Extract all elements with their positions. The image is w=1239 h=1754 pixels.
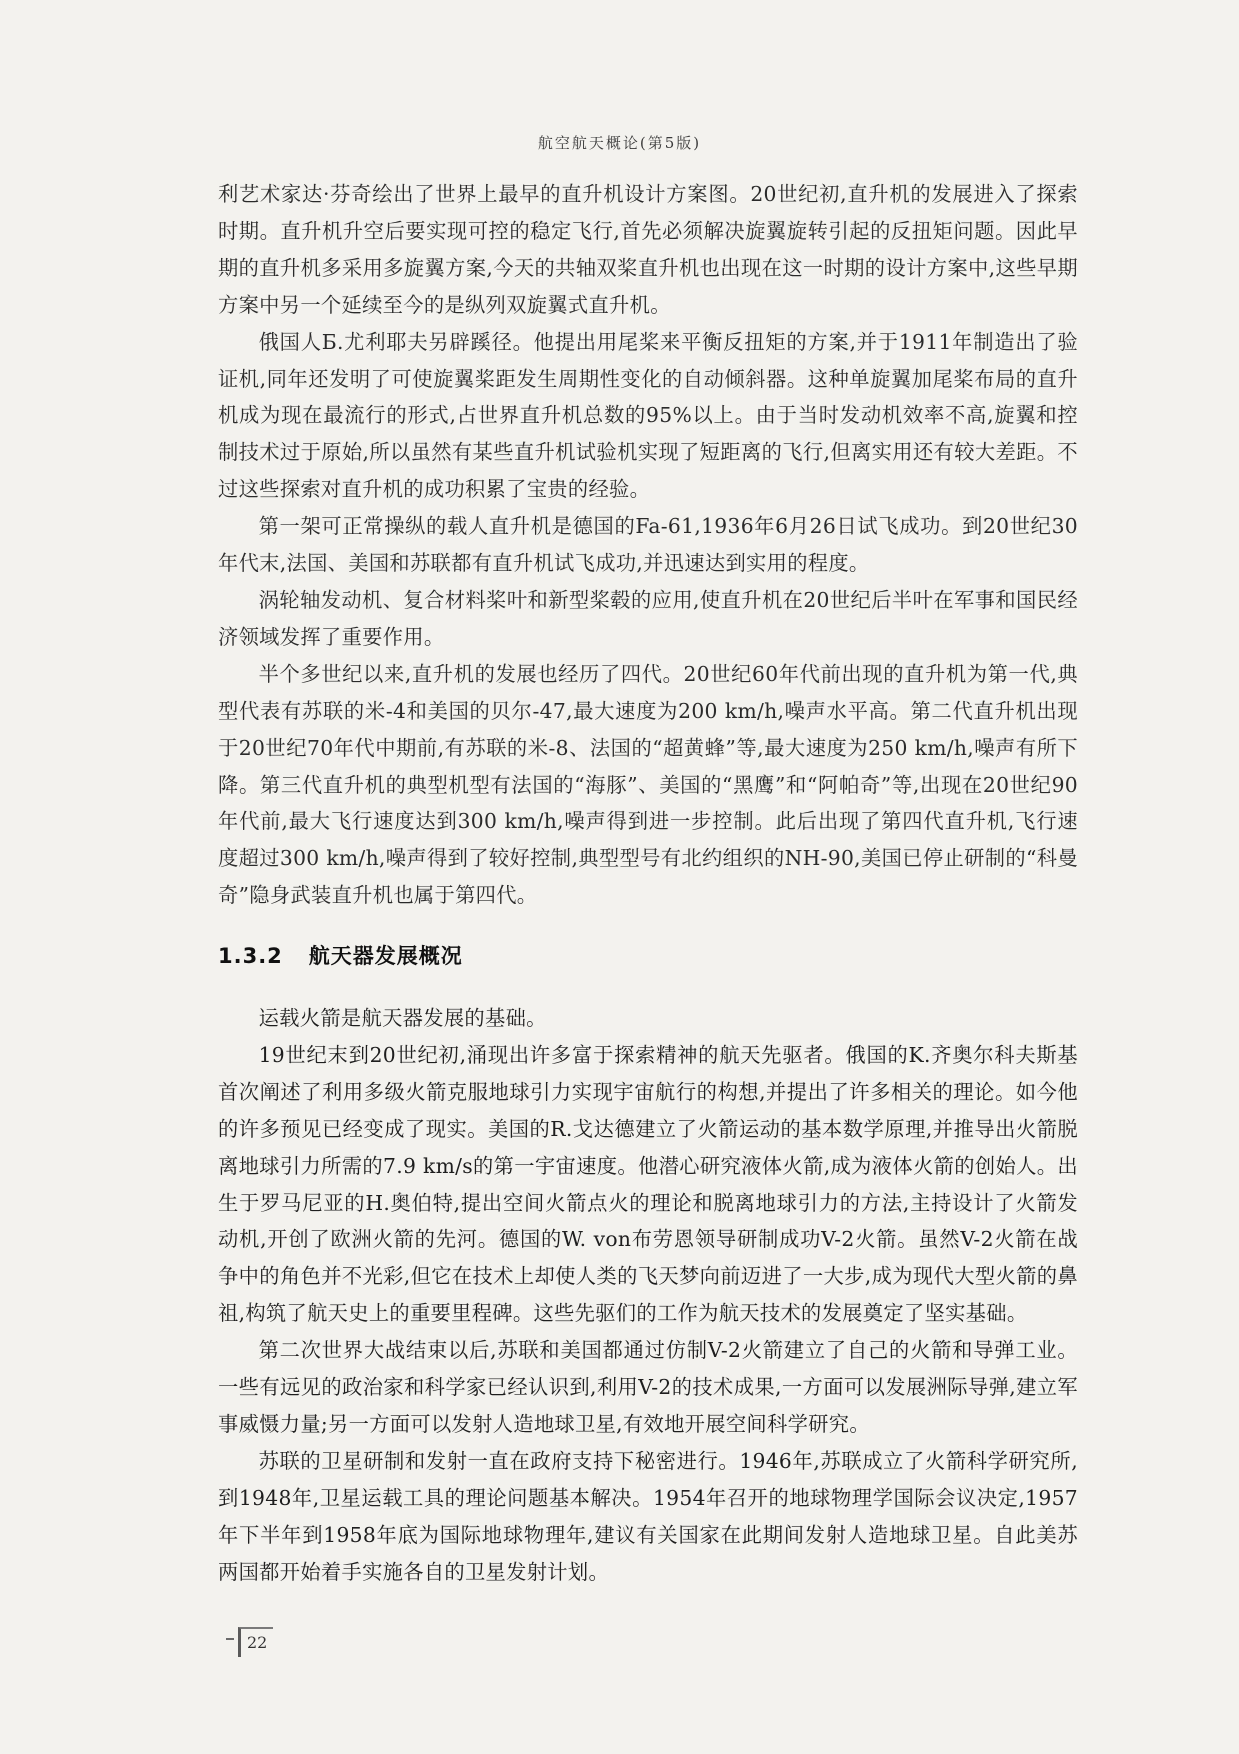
paragraph: 第二次世界大战结束以后,苏联和美国都通过仿制V-2火箭建立了自己的火箭和导弹工业。一些有远见的政治家和科学家已经认识到,利用V-2的技术成果,一方面可以发展洲际导弹,建立军事威慑力量;另一方面可以发射人造地球卫星,有效地开展空间科学研究。 <box>218 1338 1078 1436</box>
paragraph: 涡轮轴发动机、复合材料桨叶和新型桨毂的应用,使直升机在20世纪后半叶在军事和国民经济领域发挥了重要作用。 <box>218 587 1078 649</box>
paragraph: 利艺术家达·芬奇绘出了世界上最早的直升机设计方案图。20世纪初,直升机的发展进入了探索时期。直升机升空后要实现可控的稳定飞行,首先必须解决旋翼旋转引起的反扭矩问题。因此早期的直升机多采用多旋翼方案,今天的共轴双桨直升机也出现在这一时期的设计方案中,这些早期方案中另一个延续至今的是纵列双旋翼式直升机。 <box>218 182 1078 317</box>
paragraph: 苏联的卫星研制和发射一直在政府支持下秘密进行。1946年,苏联成立了火箭科学研究所,到1948年,卫星运载工具的理论问题基本解决。1954年召开的地球物理学国际会议决定,1957年下半年到1958年底为国际地球物理年,建议有关国家在此期间发射人造地球卫星。自此美苏两国都开始着手实施各自的卫星发射计划。 <box>218 1448 1078 1584</box>
paragraph: 运载火箭是航天器发展的基础。 <box>258 1006 547 1030</box>
page-number: 22 <box>238 1627 273 1657</box>
running-header: 航空航天概论(第5版) <box>537 134 702 152</box>
paragraph: 第一架可正常操纵的载人直升机是德国的Fa-61,1936年6月26日试飞成功。到20世纪30年代末,法国、美国和苏联都有直升机试飞成功,并迅速达到实用的程度。 <box>218 514 1078 576</box>
section-number: 1.3.2 <box>218 944 283 968</box>
section-heading <box>218 940 463 970</box>
page-number-tick <box>226 1638 234 1640</box>
paragraph: 半个多世纪以来,直升机的发展也经历了四代。20世纪60年代前出现的直升机为第一代,典型代表有苏联的米-4和美国的贝尔-47,最大速度为200 km/h,噪声水平高。第二代直升机出现于20世纪70年代中期前,有苏联的米-8、法国的“超黄蜂”等,最大速度为250 km/h,噪声有所下降。第三代直升机的典型机型有法国的“海豚”、美国的“黑鹰”和“阿帕奇”等,出现在20世纪90年代前,最大飞行速度达到300 km/h,噪声得到进一步控制。此后出现了第四代直升机,飞行速度超过300 km/h,噪声得到了较好控制,典型型号有北约组织的NH-90,美国已停止研制的“科曼奇”隐身武装直升机也属于第四代。 <box>218 661 1078 908</box>
top-text-block <box>218 176 1078 914</box>
bottom-text-block <box>218 1000 1078 1591</box>
section-title: 航天器发展概况 <box>308 944 463 968</box>
paragraph: 俄国人Б.尤利耶夫另辟蹊径。他提出用尾桨来平衡反扭矩的方案,并于1911年制造出了验证机,同年还发明了可使旋翼桨距发生周期性变化的自动倾斜器。这种单旋翼加尾桨布局的直升机成为现在最流行的形式,占世界直升机总数的95%以上。由于当时发动机效率不高,旋翼和控制技术过于原始,所以虽然有某些直升机试验机实现了短距离的飞行,但离实用还有较大差距。不过这些探索对直升机的成功积累了宝贵的经验。 <box>218 329 1078 502</box>
paragraph: 19世纪末到20世纪初,涌现出许多富于探索精神的航天先驱者。俄国的K.齐奥尔科夫斯基首次阐述了利用多级火箭克服地球引力实现宇宙航行的构想,并提出了许多相关的理论。如今他的许多预见已经变成了现实。美国的R.戈达德建立了火箭运动的基本数学原理,并推导出火箭脱离地球引力所需的7.9 km/s的第一宇宙速度。他潜心研究液体火箭,成为液体火箭的创始人。出生于罗马尼亚的H.奥伯特,提出空间火箭点火的理论和脱离地球引力的方法,主持设计了火箭发动机,开创了欧洲火箭的先河。德国的W. von布劳恩领导研制成功V-2火箭。虽然V-2火箭在战争中的角色并不光彩,但它在技术上却使人类的飞天梦向前迈进了一大步,成为现代大型火箭的鼻祖,构筑了航天史上的重要里程碑。这些先驱们的工作为航天技术的发展奠定了坚实基础。 <box>218 1042 1078 1326</box>
